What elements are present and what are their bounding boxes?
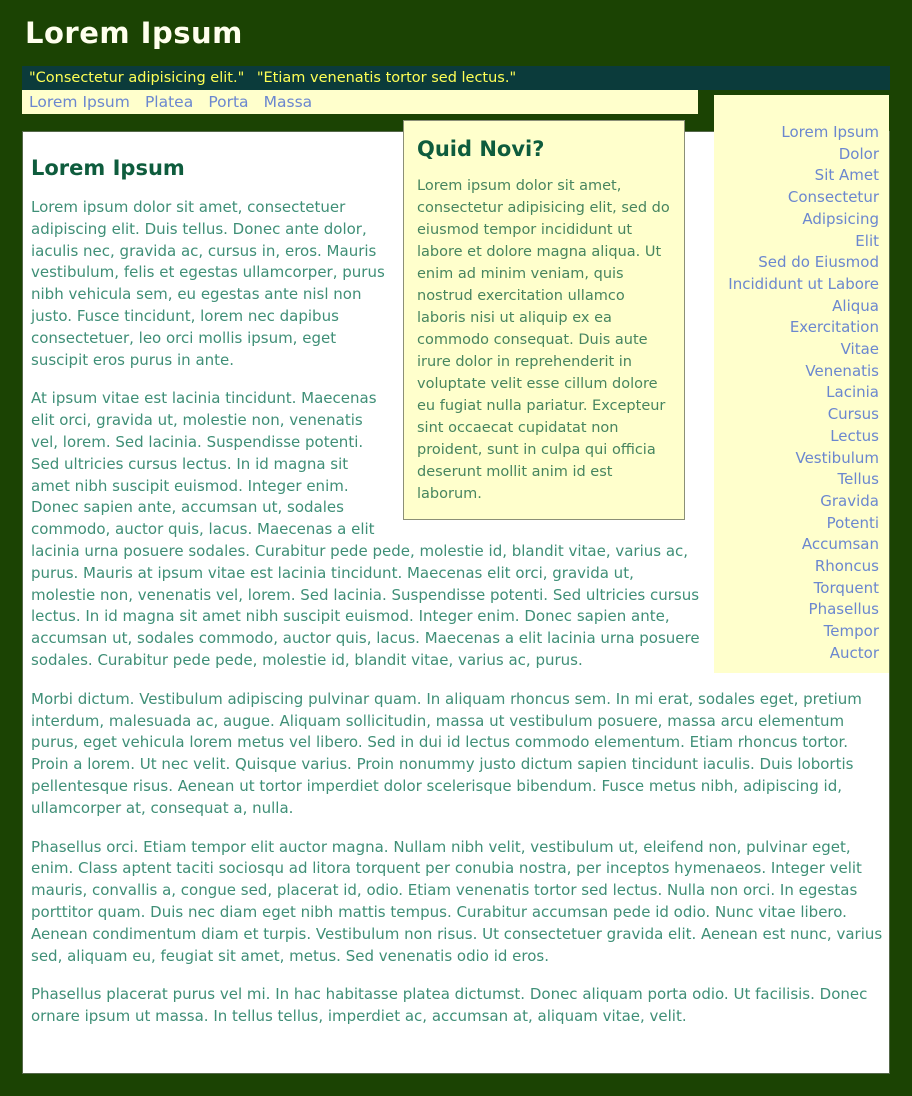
sidebar-link-tellus[interactable]: Tellus (837, 470, 879, 489)
article-paragraph-3: Morbi dictum. Vestibulum adipiscing pulvinar quam. In aliquam rhoncus sem. In mi erat, sodales eget, pretium interdum, malesuada ac, augue. Aliquam sollicitudin, massa ut vestibulum posuere, massa arcu elementum purus, eget vehicula lorem metus vel libero. Sed in dui id lectus commodo elementum. Etiam rhoncus tortor. Proin a lorem. Ut nec velit. Quisque varius. Proin nonummy justo dictum sapien tincidunt iaculis. Duis lobortis pellentesque risus. Aenean ut tortor imperdiet dolor scelerisque bibendum. Fusce metus nibh, adipiscing id, ullamcorper at, consequat a, nulla. (31, 689, 862, 817)
nav-link-platea[interactable]: Platea (144, 93, 194, 111)
banner-quote-1: "Consectetur adipisicing elit." (29, 70, 245, 86)
article-heading: Lorem Ipsum (31, 156, 185, 180)
sidebar-link-lacinia[interactable]: Lacinia (826, 383, 879, 402)
quid-novi-text: Lorem ipsum dolor sit amet, consectetur adipisicing elit, sed do eiusmod tempor incididunt ut labore et dolore magna aliqua. Ut enim ad minim veniam, quis nostrud exercitation ullamco laboris nisi ut aliquip ex ea commodo consequat. Duis aute irure dolor in reprehenderit in voluptate velit esse cillum dolore eu fugiat nulla pariatur. Excepteur sint occaecat cupidatat non proident, sunt in culpa qui officia deserunt mollit anim id est laborum. (417, 178, 670, 502)
sidebar-link-cursus[interactable]: Cursus (827, 405, 879, 424)
sidebar-link-vitae[interactable]: Vitae (840, 340, 879, 359)
sidebar-link-incididunt-ut-labore[interactable]: Incididunt ut Labore (728, 274, 879, 293)
sidebar-link-tempor[interactable]: Tempor (823, 622, 879, 641)
article-paragraph-1: Lorem ipsum dolor sit amet, consectetuer adipiscing elit. Duis tellus. Donec ante dolor, iaculis nec, gravida ac, cursus in, eros. Mauris vestibulum, felis et egestas ullamcorper, purus nibh vehicula sem, eu egestas ante nisl non justo. Fusce tincidunt, lorem nec dapibus consectetuer, leo orci mollis ipsum, eget suscipit eros purus in ante. (31, 198, 385, 369)
banner-quote-2: "Etiam venenatis tortor sed lectus." (256, 70, 517, 86)
nav-link-porta[interactable]: Porta (208, 93, 249, 111)
article-paragraph-2: At ipsum vitae est lacinia tincidunt. Maecenas elit orci, gravida ut, molestie non, venenatis vel, lorem. Sed lacinia. Suspendisse potenti. Sed ultricies cursus lectus. In id magna sit amet nibh suscipit euismod. Integer enim. Donec sapien ante, accumsan ut, sodales commodo, auctor quis, lacus. Maecenas a elit lacinia urna posuere sodales. Curabitur pede pede, molestie id, blandit vitae, varius ac, purus. Mauris at ipsum vitae est lacinia tincidunt. Maecenas elit orci, gravida ut, molestie non, venenatis vel, lorem. Sed lacinia. Suspendisse potenti. Sed ultricies cursus lectus. In id magna sit amet nibh suscipit euismod. Integer enim. Donec sapien ante, accumsan ut, sodales commodo, auctor quis, lacus. Maecenas a elit lacinia urna posuere sodales. Curabitur pede pede, molestie id, blandit vitae, varius ac, purus. (31, 389, 700, 669)
sidebar-link-exercitation[interactable]: Exercitation (789, 318, 879, 337)
top-navigation (22, 90, 698, 114)
sidebar-link-consectetur[interactable]: Consectetur (787, 188, 879, 207)
right-sidebar (714, 95, 889, 673)
sidebar-link-gravida[interactable]: Gravida (820, 491, 879, 510)
nav-link-lorem-ipsum[interactable]: Lorem Ipsum (29, 93, 130, 111)
sidebar-link-rhoncus[interactable]: Rhoncus (814, 557, 879, 576)
quid-novi-heading: Quid Novi? (417, 137, 545, 161)
sidebar-link-potenti[interactable]: Potenti (826, 513, 879, 532)
sidebar-link-auctor[interactable]: Auctor (829, 643, 879, 662)
sidebar-link-sit-amet[interactable]: Sit Amet (814, 166, 879, 185)
sidebar-link-accumsan[interactable]: Accumsan (801, 535, 879, 554)
sidebar-link-aliqua[interactable]: Aliqua (832, 296, 879, 315)
article-paragraph-4: Phasellus orci. Etiam tempor elit auctor magna. Nullam nibh velit, vestibulum ut, eleifend non, pulvinar eget, enim. Class aptent taciti sociosqu ad litora torquent per conubia nostra, per inceptos hymenaeos. Integer velit mauris, convallis a, congue sed, placerat id, odio. Etiam venenatis tortor sed lectus. Nulla non orci. In egestas porttitor quam. Duis nec diam eget nibh mattis tempus. Curabitur accumsan pede id odio. Nunc vitae libero. Aenean condimentum diam et turpis. Vestibulum non risus. Ut consectetuer gravida elit. Aenean est nunc, varius sed, aliquam eu, feugiat sit amet, metus. Sed venenatis odio id eros. (31, 837, 883, 965)
sidebar-link-dolor[interactable]: Dolor (838, 144, 879, 163)
sidebar-link-venenatis[interactable]: Venenatis (805, 361, 879, 380)
sidebar-link-lectus[interactable]: Lectus (830, 426, 879, 445)
site-title: Lorem Ipsum (25, 16, 243, 50)
sidebar-link-lorem-ipsum[interactable]: Lorem Ipsum (781, 123, 879, 141)
sidebar-link-elit[interactable]: Elit (855, 231, 879, 250)
quote-banner (22, 66, 890, 90)
main-content-box (22, 123, 890, 1074)
article-paragraph-5: Phasellus placerat purus vel mi. In hac habitasse platea dictumst. Donec aliquam porta odio. Ut facilisis. Donec ornare ipsum ut massa. In tellus tellus, imperdiet ac, accumsan at, aliquam vitae, velit. (31, 985, 868, 1026)
sidebar-link-sed-do-eiusmod[interactable]: Sed do Eiusmod (758, 253, 879, 272)
quid-novi-callout (403, 120, 685, 520)
sidebar-link-phasellus[interactable]: Phasellus (808, 600, 879, 619)
sidebar-link-torquent[interactable]: Torquent (813, 578, 879, 597)
sidebar-link-adipsicing[interactable]: Adipsicing (802, 209, 879, 228)
sidebar-link-vestibulum[interactable]: Vestibulum (795, 448, 879, 467)
nav-link-massa[interactable]: Massa (263, 93, 313, 111)
